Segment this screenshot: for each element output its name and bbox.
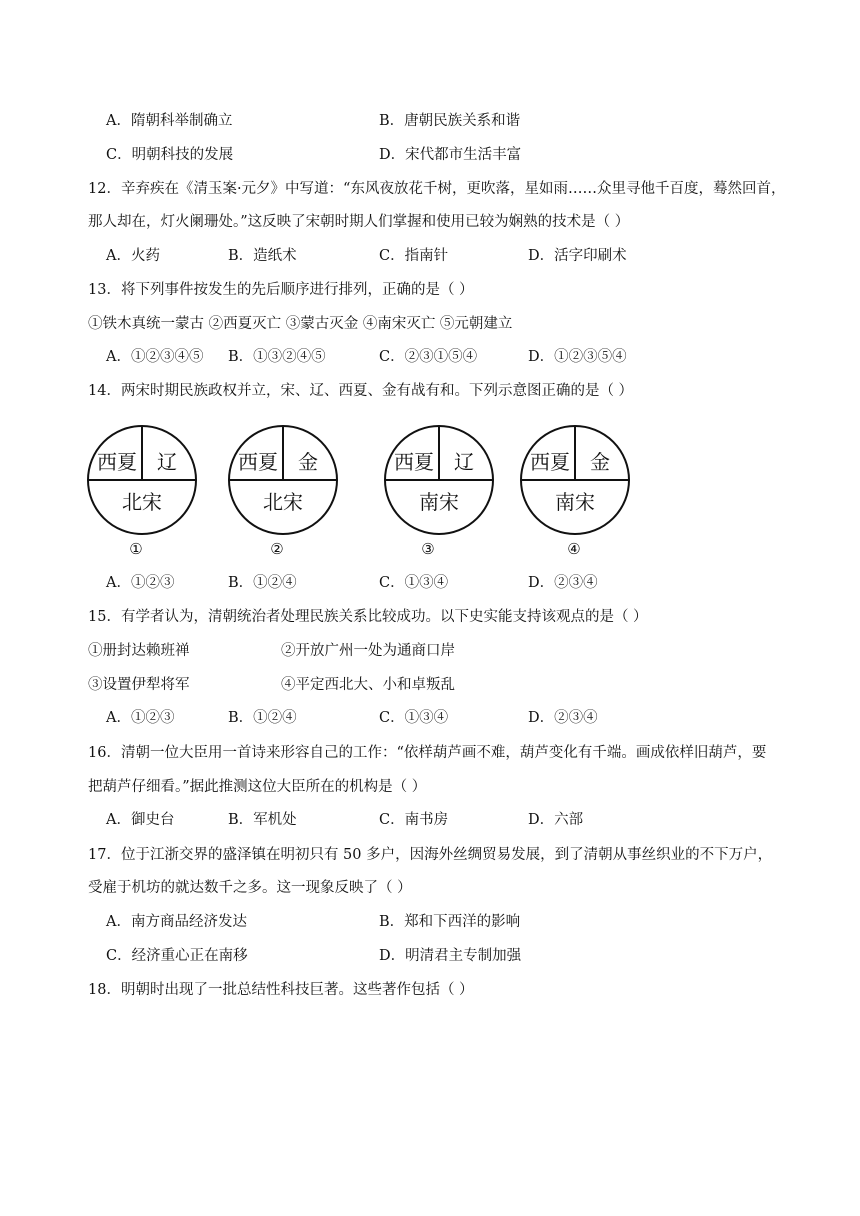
option-a: A．隋朝科举制确立 <box>106 113 233 129</box>
option-b: B．唐朝民族关系和谐 <box>379 113 521 129</box>
diagram-label-right: 辽 <box>454 450 474 474</box>
option-d: D．①②③⑤④ <box>528 349 627 365</box>
question-14-stem: 14．两宋时期民族政权并立，宋、辽、西夏、金有战有和。下列示意图正确的是（ ） <box>88 383 634 399</box>
option-d: D．②③④ <box>528 710 598 726</box>
diagram-circle <box>86 424 198 536</box>
option-a: A．南方商品经济发达 <box>106 914 247 930</box>
question-17-stem-cont: 受雇于机坊的就达数千之多。这一现象反映了（ ） <box>88 880 412 896</box>
option-c: C．指南针 <box>379 248 449 264</box>
diagram-label-bottom: 北宋 <box>122 490 162 514</box>
question-15-stem: 15．有学者认为，清朝统治者处理民族关系比较成功。以下史实能支持该观点的是（ ） <box>88 609 648 625</box>
diagram-number: ④ <box>567 540 581 558</box>
option-b: B．造纸术 <box>228 248 297 264</box>
option-b: B．①②④ <box>228 575 297 591</box>
option-b: B．军机处 <box>228 812 297 828</box>
option-d: D．活字印刷术 <box>528 248 627 264</box>
option-a: A．①②③④⑤ <box>106 349 204 365</box>
option-c: C．明朝科技的发展 <box>106 147 234 163</box>
option-b: B．郑和下西洋的影响 <box>379 914 521 930</box>
option-c: C．②③①⑤④ <box>379 349 478 365</box>
option-c: C．①③④ <box>379 710 449 726</box>
diagram-4 <box>519 424 631 536</box>
option-a: A．①②③ <box>106 575 175 591</box>
diagram-1 <box>86 424 198 536</box>
question-12-stem-cont: 那人却在，灯火阑珊处。”这反映了宋朝时期人们掌握和使用已较为娴熟的技术是（ ） <box>88 214 630 230</box>
option-a: A．火药 <box>106 248 160 264</box>
question-15-item-3: ③设置伊犁将军 <box>88 677 190 693</box>
option-b: B．①②④ <box>228 710 297 726</box>
option-d: D．宋代都市生活丰富 <box>379 147 522 163</box>
question-13-stem: 13．将下列事件按发生的先后顺序进行排列，正确的是（ ） <box>88 282 474 298</box>
option-c: C．①③④ <box>379 575 449 591</box>
question-13-events: ①铁木真统一蒙古 ②西夏灭亡 ③蒙古灭金 ④南宋灭亡 ⑤元朝建立 <box>88 316 513 332</box>
option-a: A．御史台 <box>106 812 175 828</box>
option-d: D．明清君主专制加强 <box>379 948 522 964</box>
question-12-stem: 12．辛弃疾在《清玉案·元夕》中写道：“东风夜放花千树，更吹落，星如雨……众里寻他千百度，蓦然回首， <box>88 181 786 197</box>
diagram-label-left: 西夏 <box>530 450 570 474</box>
diagram-label-right: 辽 <box>157 450 177 474</box>
option-b: B．①③②④⑤ <box>228 349 326 365</box>
diagram-label-bottom: 北宋 <box>263 490 303 514</box>
diagram-number: ③ <box>421 540 435 558</box>
question-16-stem: 16．清朝一位大臣用一首诗来形容自己的工作：“依样葫芦画不难，葫芦变化有千端。画成依样旧葫芦，要 <box>88 745 767 761</box>
question-15-item-1: ①册封达赖班禅 <box>88 643 190 659</box>
option-d: D．六部 <box>528 812 584 828</box>
diagram-label-bottom: 南宋 <box>555 490 595 514</box>
diagram-label-bottom: 南宋 <box>419 490 459 514</box>
diagram-label-left: 西夏 <box>394 450 434 474</box>
option-a: A．①②③ <box>106 710 175 726</box>
option-c: C．经济重心正在南移 <box>106 948 248 964</box>
question-16-stem-cont: 把葫芦仔细看。”据此推测这位大臣所在的机构是（ ） <box>88 779 427 795</box>
diagram-number: ② <box>270 540 284 558</box>
diagram-circle <box>519 424 631 536</box>
question-15-item-2: ②开放广州一处为通商口岸 <box>281 643 455 659</box>
diagram-3 <box>383 424 495 536</box>
question-18-stem: 18．明朝时出现了一批总结性科技巨著。这些著作包括（ ） <box>88 982 474 998</box>
diagram-label-left: 西夏 <box>97 450 137 474</box>
diagram-circle <box>227 424 339 536</box>
diagram-number: ① <box>129 540 143 558</box>
option-c: C．南书房 <box>379 812 449 828</box>
diagram-label-right: 金 <box>590 450 610 474</box>
question-17-stem: 17．位于江浙交界的盛泽镇在明初只有 50 多户，因海外丝绸贸易发展，到了清朝从事丝织业的不下万户， <box>88 847 773 863</box>
diagram-circle <box>383 424 495 536</box>
diagram-label-left: 西夏 <box>238 450 278 474</box>
diagram-2 <box>227 424 339 536</box>
option-d: D．②③④ <box>528 575 598 591</box>
diagram-label-right: 金 <box>298 450 318 474</box>
question-15-item-4: ④平定西北大、小和卓叛乱 <box>281 677 455 693</box>
